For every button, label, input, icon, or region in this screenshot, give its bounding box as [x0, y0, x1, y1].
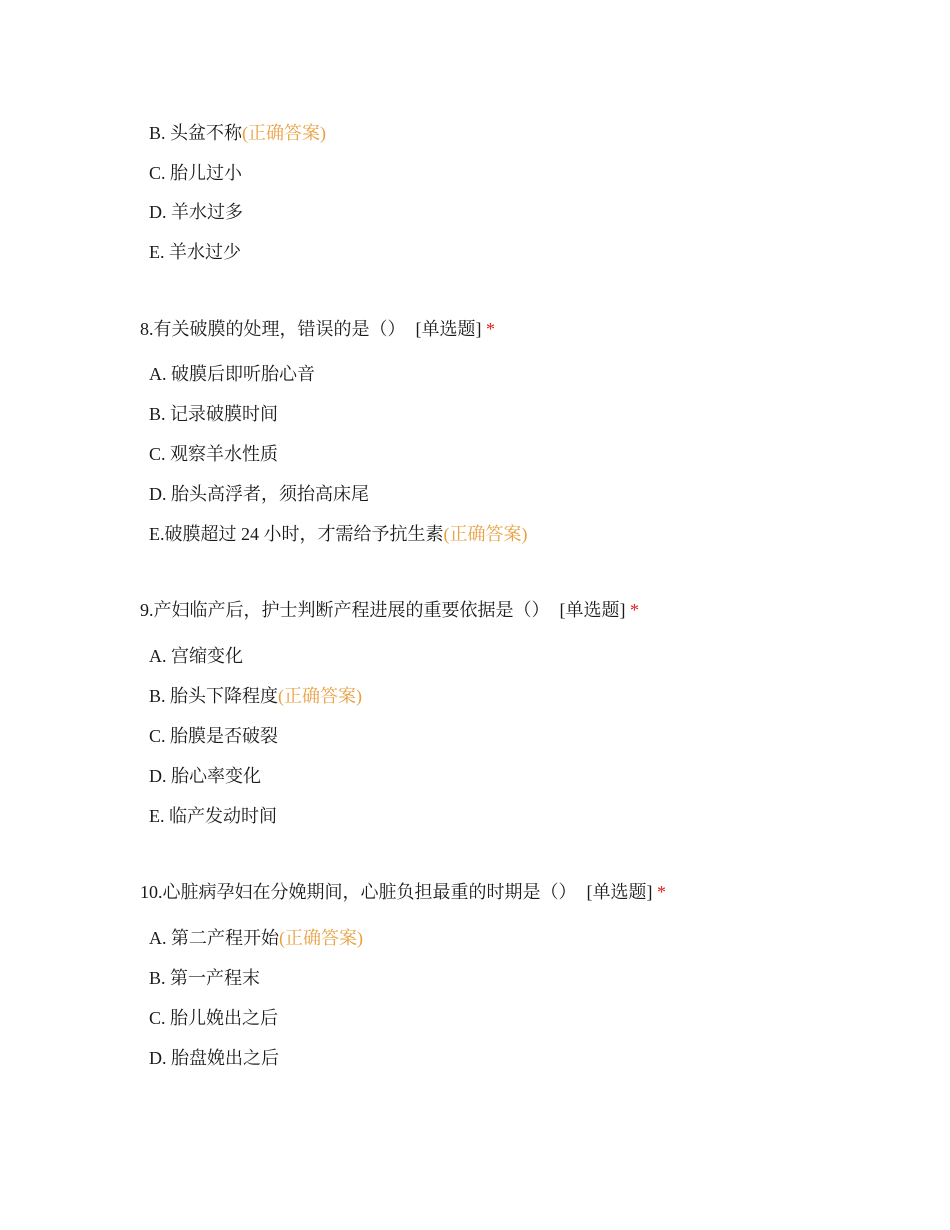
option-label: C. 观察羊水性质	[149, 444, 279, 464]
option-b[interactable]	[149, 684, 362, 708]
option-e[interactable]	[149, 522, 528, 546]
option-b[interactable]	[149, 121, 326, 145]
question-type: [单选题]	[415, 319, 482, 339]
question-type: [单选题]	[559, 600, 626, 620]
option-label: E. 临产发动时间	[149, 806, 277, 826]
correct-answer-tag: (正确答案)	[242, 123, 327, 143]
option-d[interactable]	[149, 482, 369, 506]
option-label: A. 宫缩变化	[149, 646, 243, 666]
option-a[interactable]	[149, 362, 315, 386]
option-label: D. 胎盘娩出之后	[149, 1048, 279, 1068]
option-label: D. 胎头高浮者，须抬高床尾	[149, 484, 369, 504]
option-e[interactable]	[149, 240, 241, 264]
option-d[interactable]	[149, 200, 243, 224]
option-label: B. 记录破膜时间	[149, 404, 279, 424]
option-label: E. 羊水过少	[149, 242, 241, 262]
option-c[interactable]	[149, 442, 278, 466]
question-text: 10.心脏病孕妇在分娩期间，心脏负担最重的时期是（）	[140, 882, 577, 902]
option-label: A. 破膜后即听胎心音	[149, 364, 315, 384]
option-a[interactable]	[149, 926, 363, 950]
option-a[interactable]	[149, 644, 243, 668]
correct-answer-tag: (正确答案)	[279, 928, 363, 948]
question-text: 9.产妇临产后，护士判断产程进展的重要依据是（）	[140, 600, 550, 620]
option-label: C. 胎儿过小	[149, 163, 243, 183]
option-c[interactable]	[149, 161, 242, 185]
correct-answer-tag: (正确答案)	[443, 524, 528, 544]
option-label: B. 头盆不称	[149, 123, 243, 143]
option-c[interactable]	[149, 1006, 278, 1030]
option-label: A. 第二产程开始	[149, 928, 279, 948]
question-text: 8.有关破膜的处理，错误的是（）	[140, 319, 406, 339]
option-c[interactable]	[149, 724, 278, 748]
option-b[interactable]	[149, 402, 278, 426]
required-marker: *	[657, 882, 666, 902]
option-label: D. 胎心率变化	[149, 766, 261, 786]
option-label: B. 胎头下降程度	[149, 686, 279, 706]
question-title	[140, 598, 639, 622]
option-label: B. 第一产程末	[149, 968, 261, 988]
option-label: E.破膜超过 24 小时，才需给予抗生素	[149, 524, 444, 544]
option-label: C. 胎儿娩出之后	[149, 1008, 279, 1028]
option-e[interactable]	[149, 804, 277, 828]
option-b[interactable]	[149, 966, 260, 990]
option-d[interactable]	[149, 1046, 279, 1070]
option-label: D. 羊水过多	[149, 202, 243, 222]
option-label: C. 胎膜是否破裂	[149, 726, 279, 746]
required-marker: *	[486, 319, 495, 339]
question-type: [单选题]	[586, 882, 653, 902]
question-title	[140, 880, 666, 904]
option-d[interactable]	[149, 764, 261, 788]
required-marker: *	[630, 600, 639, 620]
question-title	[140, 317, 495, 341]
correct-answer-tag: (正确答案)	[278, 686, 363, 706]
